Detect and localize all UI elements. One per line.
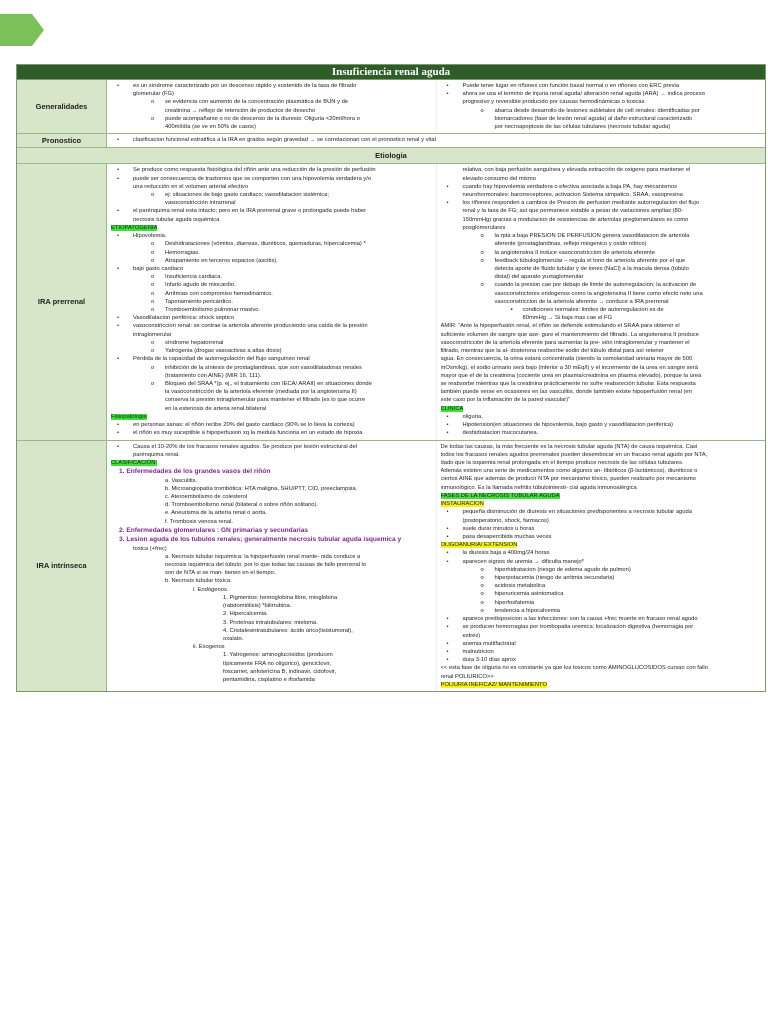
text-line: relativa, con baja perfusión sanguínea y elevada extracción de oxigeno para mantener el <box>462 167 691 174</box>
text-line: en la estenosis de arteria renal bilateral <box>165 405 267 412</box>
text-line: dado que la isquemia renal prolongada en el tiempo produce necrosis de las células tubulares. <box>440 459 684 466</box>
row-generalidades <box>17 80 765 134</box>
text-line: 2. Enfermedades glomerulares : GN primarias y secundarias <box>119 526 309 534</box>
text-line: • puede ser consecuencia de trastornos que se comporten con una hipovolemia verdadera y/o <box>111 175 432 183</box>
text-line: • oliguria, <box>441 413 762 421</box>
text-line: típicamente FRA no oligúrico), genciclovir, <box>223 660 331 667</box>
generalidades-left <box>107 80 436 133</box>
text-line: << esta fase de oliguria no es constante ya que los toxicos como AMINOGLUCOSIDOS cursan con fallo <box>440 665 708 672</box>
text-line: De todas las causas, la más frecuente es la necrosis tubular aguda (NTA) de causa isquémica. Casi <box>440 443 698 450</box>
text-line: o se evidencia con aumento de la concentración plasmática de BUN y de <box>111 98 432 106</box>
text-line: o Tromboembolismo pulmonar masivo. <box>111 306 432 314</box>
text-line: o hiperuricemia asintomatica <box>441 590 762 598</box>
text-line <box>441 500 762 508</box>
prerrenal-right <box>436 164 766 439</box>
text-line: (tratamiento con AINE) (MIR 16, 111). <box>165 372 262 379</box>
text-line: o puede acompañarse o no de descenso de la diuresis: Oliguria <20ml/hora o <box>111 115 432 123</box>
text-line: AMIR: “Ante la hipoperfusión renal, el riñón se defiende estimulando el SRAA para obtener el <box>440 323 680 330</box>
highlighted-label: POLIURIA INEFICAZ/ MANTENIMIENTO <box>440 681 548 688</box>
text-line: agua. En consecuencia, la orina estará concentrada (siendo la osmolaridad urinaria mayor de 500 <box>440 356 693 363</box>
text-line: mOsm/kg), el sodio urinario será bajo (inferior a 30 mEq/l) y el incremento de la urea en sangre será <box>440 364 698 371</box>
text-line: todos los fracasos renales agudos prerrenales pueden desembocar en un fracaso renal agudo por NTA, <box>440 451 708 458</box>
highlighted-label: ETIOPATOGENIA <box>111 224 158 231</box>
text-line: • vasoconstriccion renal: se contrae la arteriola aferente produciendo una caída de la presión <box>111 322 432 330</box>
text-line: o Insuficiencia cardiaca. <box>111 273 432 281</box>
text-line: • bajo gasto cardiaco <box>111 265 432 273</box>
text-line: glomerular (FG) <box>133 91 174 98</box>
pronostico-text: • clasificacion funcional estratifica a la IRA en grados según gravedad → se correlacionan con el pronostico renal y vital <box>111 136 761 144</box>
text-line: progresivo y reversible producido por causas hemodinámicas o toxicas <box>462 99 645 106</box>
text-line: por necroapoptosis de las células tubulares (necrosis tubular aguda) <box>494 124 671 131</box>
row-label-intrinseca: IRA intrínseca <box>17 441 107 692</box>
text-line: necrosis tubular aguda isquémica <box>133 216 220 223</box>
text-line: ▪ condiciones normales: limites de autorregulacion es de <box>441 306 762 314</box>
text-line: • en personas sanas: el riñón recibe 20% del gasto cardiaco (90% se lo lleva la corteza) <box>111 421 432 429</box>
text-line: detecta aporte de fluido tubular y de iones (NaCl) a la macula densa (túbulo <box>494 265 689 272</box>
text-line: o feedback túbuloglomerular – regula el tono de arteriola aferente por el que <box>441 257 762 265</box>
text-line <box>441 681 762 689</box>
text-line: • dura 3-10 días aprox <box>441 656 762 664</box>
corner-tab-icon <box>0 14 44 46</box>
highlighted-label: Fisiopatologia <box>111 413 147 420</box>
text-line: o Deshidrataciones (vómitos, diarreas, diuréticos, quemaduras, hipercalcemia) * <box>111 240 432 248</box>
text-line: 1. Enfermedades de los grandes vasos del riñón <box>119 468 271 476</box>
intrinseca-right <box>436 441 766 692</box>
text-line: o Hemorragias. <box>111 249 432 257</box>
text-line: 80mmHg → Si baja mas cae el FG <box>522 315 613 322</box>
text-line: elevado consumo del mismo <box>462 175 536 182</box>
row-label-prerrenal: IRA prerrenal <box>17 164 107 439</box>
text-line: 400ml/día (se ve en 50% de casos) <box>165 124 256 131</box>
text-line: creatinina → reflejo de retención de productos de desecho <box>165 107 316 114</box>
text-line: • aparece predisposicion a las infecciones: son la causa +frec muerte en fracaso renal agudo <box>441 615 762 623</box>
text-line: e. Aneurisma de la arteria renal o aorta. <box>165 510 267 517</box>
text-line: o síndrome hepatorrenal <box>111 339 432 347</box>
text-line: filtrado, mientras que la al- dosterona reabsorbe sodio del túbulo distal para así retener <box>440 348 664 355</box>
text-line: o la angiotensina II induce vasoconstriccion de arteriola eferente <box>441 249 762 257</box>
text-line: posglomerulares <box>462 224 506 231</box>
text-line: necrosis isquémica del túbulo, por lo que todas las causas de fallo prerrenal lo <box>165 562 367 569</box>
text-line: 3. Proteínas intratubulares: mieloma. <box>223 619 318 626</box>
text-line: • Hipotension(en situaciones de hipovolemia, bajo gasto y vasodilatacion periferica) <box>441 421 762 429</box>
text-line: b. Microangiopatía trombótica: HTA maligna, SHU/PTT, CID, preeclampsia. <box>165 485 358 492</box>
text-line: • Causa el 10-20% de los fracasos renales agudos. Se produce por lesión estructural del <box>111 443 432 451</box>
text-line: • Pérdida de la capacidad de autorregulación del flujo sanguíneo renal <box>111 355 432 363</box>
text-line: o ej: situaciones de bajo gasto cardiaco; vasodilatacion sistémica; <box>111 191 432 199</box>
text-line: • aparecen signos de uremia → dificulta manejo* <box>441 558 762 566</box>
text-line: b. Necrosis tubular tóxica. <box>165 578 232 585</box>
text-line: i. Endógenos. <box>193 586 229 593</box>
text-line: oxalato. <box>223 635 244 642</box>
text-line: • ahora se usa el termino de injuria renal aguda/ alteración renal aguda (ARA) → indica proceso <box>441 90 762 98</box>
text-line: 150mmHg) gracias a modulacion de resistencias de arteriolas preglomerulares es como <box>462 216 689 223</box>
text-line: • anemia multifactorial <box>441 640 762 648</box>
text-line: o hiperfosfatemia <box>441 599 762 607</box>
text-line: f. Trombosis venosa renal. <box>165 518 233 525</box>
text-line: • pasa desapercibida muchas veces <box>441 533 762 541</box>
section-heading-etiologia: Etiologia <box>17 148 765 163</box>
text-line: conserva la presión intraglomerular para mantener el filtrado (es lo que ocurre <box>165 397 366 404</box>
row-label-generalidades: Generalidades <box>17 80 107 133</box>
text-line <box>441 541 762 549</box>
text-line: o la rpta a baja PRESION DE PERFUSION genera vasodilatacion de arteriola <box>441 232 762 240</box>
text-line: • la diuresis baja a 400mg/24 horas <box>441 549 762 557</box>
text-line: • deshidratacion mucocutanea. <box>441 429 762 437</box>
text-line: foscarnet, anfotericina B, indinavir, cidofovir, <box>223 668 337 675</box>
text-line: mayor que el de la creatinina (cociente urea en plasma/creatinina en plasma elevado), porque la urea <box>440 372 702 379</box>
prerrenal-left <box>107 164 436 439</box>
text-line: • malnutricion <box>441 648 762 656</box>
text-line: vasoconstricción intrarrenal <box>165 200 236 207</box>
text-line: 4. Cristalesintratubulares: ácido úrico(lisistumoral), <box>223 627 353 634</box>
text-line: parénquima renal. <box>133 451 180 458</box>
row-intrinseca <box>17 441 765 692</box>
text-line: • cuando hay hipovolemia verdadera o efectiva asociada a baja PA, hay mecanismos <box>441 183 762 191</box>
text-line: o Atrapamiento en terceros espacios (ascitis). <box>111 257 432 265</box>
text-line: renal POLIURICO>> <box>440 673 494 680</box>
text-line: • Hipovolemia. <box>111 232 432 240</box>
text-line: distal) del aparato yuxtaglomerular <box>494 274 584 281</box>
text-line: o Infarto agudo de miocardio. <box>111 281 432 289</box>
text-line: • el parénquima renal esta intacto; pero en la IRA prerrenal grave o prolongada puede haber <box>111 207 432 215</box>
text-line: pentamidina, cisplatino e ifosfamida <box>223 677 315 684</box>
text-line: 3. Lesion aguda de los tubulos renales; generalmente necrosis tubular aguda isquemica y <box>119 536 402 544</box>
text-line: también puede verse en ocasiones en las vasculitis, donde también existe hipoperfusión renal (en <box>440 389 692 396</box>
page-title: Insuficiencia renal aguda <box>17 65 765 80</box>
row-pronostico <box>17 134 765 148</box>
text-line: biomarcadores (fase de lesión renal aguda) al daño estructural caracterizado <box>494 115 693 122</box>
text-line: o inhibición de la síntesis de prostaglandinas, que son vasodilatadoras renales <box>111 364 432 372</box>
text-line: o hiperhidratacion (riesgo de edema agudo de pulmon) <box>441 566 762 574</box>
text-line: se reabsorbe mientras que la creatinina prácticamente no sufre reabsorción tubular. Esta respuesta <box>440 381 696 387</box>
text-line: 1. Yatrogenos: aminoglucósidos (producen <box>223 652 333 659</box>
intrinseca-left <box>107 441 436 692</box>
text-line: neurohormonales: barorreceptores, activacion Sistema simpatico, SRAA, vasopresina <box>462 191 683 198</box>
text-line: este caso por la inflamación de la pared vascular)” <box>440 397 571 404</box>
text-line: vasoconstrictores endogenos como la angiotensina II tiene como efecto neto una <box>494 290 703 297</box>
text-line: toxica (+frec) <box>133 545 167 552</box>
highlighted-label: INSTAURACION <box>440 501 484 508</box>
generalidades-right <box>436 80 766 133</box>
row-label-pronostico: Pronostico <box>17 134 107 147</box>
text-line: o Arritmias con compromiso hemodinámico. <box>111 290 432 298</box>
text-line: c. Ateroembolismo de colesterol <box>165 493 248 500</box>
text-line: inmunológico. Es la llamada nefritis túbulointersti- cial aguda inmunoalérgica <box>440 484 637 491</box>
text-line <box>441 492 762 500</box>
text-line: a. Vasculitis. <box>165 477 198 484</box>
text-line: • se producen hemorragias por trombopatia uremica: localizacion digestiva (hemorragia por <box>441 623 762 631</box>
row-etiologia <box>17 148 765 164</box>
text-line: suficiente volumen de sangre que ase- gure el mantenimiento del filtrado. La angiotensina II produce <box>440 331 699 338</box>
text-line: o cuando la presion cae por debajo de limite de autorregulacion; la activacion de <box>441 281 762 289</box>
text-line: ii. Exogenos <box>193 644 225 651</box>
text-line: • es un síndrome caracterizado por un descenso rápido y sostenido de la tasa de filtrado <box>111 82 432 90</box>
text-line <box>111 413 432 421</box>
text-line: • los riñones responden a cambios de Presion de perfusion mediante autorregulacion del flujo <box>441 199 762 207</box>
text-line: o tendencia a hipocalcemia <box>441 607 762 615</box>
text-line: a. Necrosis tubular isquémica: la hipoperfusión renal mante- nida conduce a <box>165 553 361 560</box>
text-line: o acidosis metabolica <box>441 582 762 590</box>
text-line: o hiperpotacemia (riesgo de arritmia secundaria) <box>441 574 762 582</box>
document-table <box>16 64 766 692</box>
text-line: Además existen una serie de medicamentos como algunos an- tibióticos (β-lactámicos), diuréticos o <box>440 468 698 475</box>
text-line: 1. Pigmentos: hemoglobina libre, mioglobina <box>223 594 338 601</box>
text-line: 2. Hipercalcemia. <box>223 611 268 618</box>
highlighted-label: FASES DE LA NECROSIS TUBULAR AGUDA <box>440 492 560 499</box>
text-line: (rabdomiólisis) *bilirrubina. <box>223 603 292 610</box>
text-line: • Vasodilatacion periférica: shock septico <box>111 314 432 322</box>
text-line: vasoconstricción de la arteriola eferente para aumentar la pre- sión intraglomerular y mantener el <box>440 339 690 346</box>
text-line: (postoperatorio, shock, farmacos) <box>462 517 549 524</box>
text-line: o Bloqueo del SRAA *(p. ej., el tratamiento con IECA/ ARAII) en situaciones donde <box>111 380 432 388</box>
text-line: • Se produce como respuesta fisiológica del riñón ante una reducción de la presión de perfusión <box>111 166 432 174</box>
text-line: • pequeña disminución de diuresis en situaciones predisponentes a necrosis tubular aguda <box>441 508 762 516</box>
text-line: renal y la tasa de FG; así que permanece estable a pesar de variaciones amplias (80- <box>462 208 683 215</box>
text-line: o Taponamiento pericárdico. <box>111 298 432 306</box>
text-line: • suele durar minutos u horas <box>441 525 762 533</box>
row-prerrenal <box>17 164 765 440</box>
highlighted-label: CLASIFICACIÓN: <box>111 459 158 466</box>
text-line: son de NTA si se man- tienen en el tiempo. <box>165 570 276 577</box>
highlighted-label: OLIGOANURIA/ EXTENSION <box>440 542 518 549</box>
text-line: d. Tromboembolismo renal (bilateral o sobre riñón solitario). <box>165 502 319 509</box>
text-line: vasoconstriccion de la arteriola aferente → conduce a IRA prerrenal <box>494 298 669 305</box>
text-line: • Puede tener lugar en riñones con función basal normal o en riñones con ERC previa <box>441 82 762 90</box>
text-line: una reducción en el volumen arterial efectivo <box>133 183 249 190</box>
text-line <box>441 405 762 413</box>
text-line: intraglomerular <box>133 331 172 338</box>
highlighted-label: CLINICA <box>440 405 464 412</box>
text-line: la vasoconstricción de la arteriola eferente (mediada por la angiotensina II) <box>165 389 357 396</box>
text-line: o Yatrogenia (drogas vasoactivas a altas dosis) <box>111 347 432 355</box>
text-line <box>111 224 432 232</box>
text-line: o abarca desde desarrollo de lesiones subletales de cell renales: identificadas por <box>441 107 762 115</box>
text-line <box>111 459 432 467</box>
text-line: estrés) <box>462 632 481 639</box>
text-line: ciertos AINE que además de producir NTA por mecanismo tóxico, pueden realizarlo por mecanismo <box>440 476 696 483</box>
text-line: • el riñón es muy suceptible a hipoperfusion xq la medula funciona en un estado de hipoxia <box>111 429 432 437</box>
text-line: aferente (prostaglandinas, reflejo miogenico y oxido nítrico) <box>494 241 647 248</box>
